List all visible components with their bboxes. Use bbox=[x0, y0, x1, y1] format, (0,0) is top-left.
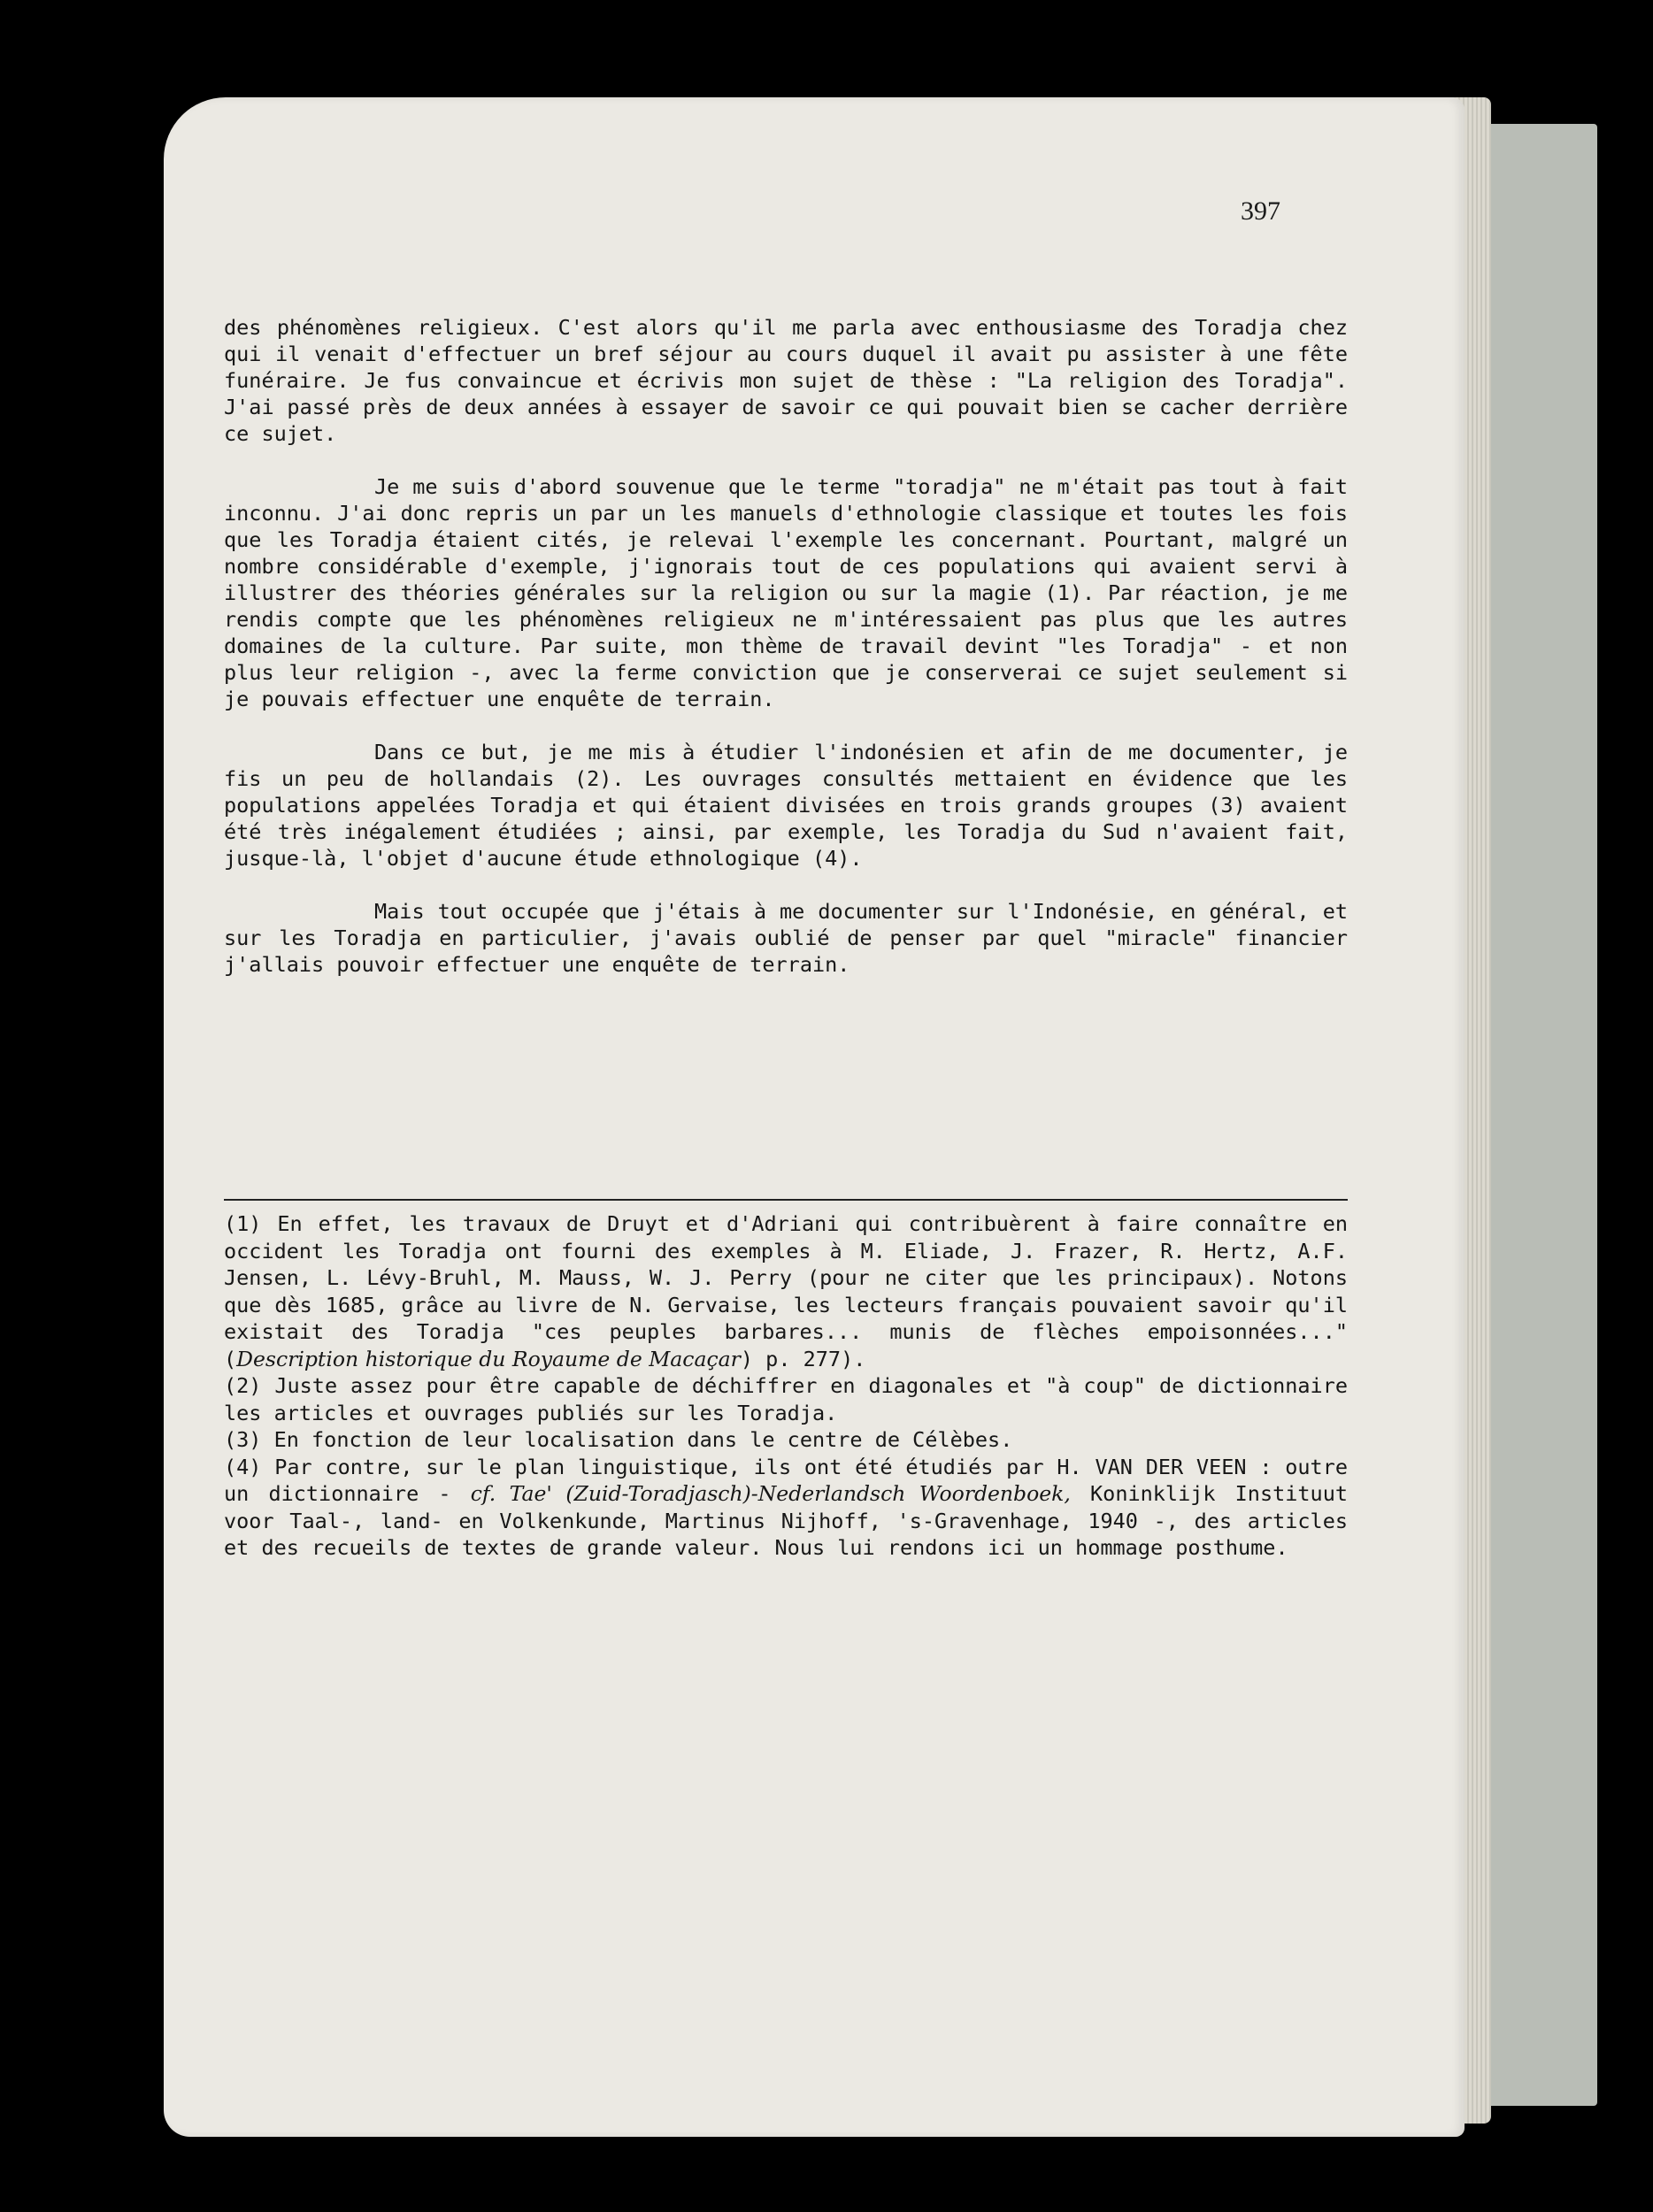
footnotes bbox=[224, 1210, 1348, 1562]
page-number: 397 bbox=[1241, 196, 1280, 226]
footnote-title: cf. Tae' (Zuid-Toradjasch)-Nederlandsch Woordenboek, bbox=[470, 1481, 1071, 1506]
footnote-1 bbox=[224, 1210, 1348, 1372]
footnote-text: Koninklijk Instituut voor Taal-, land- en Volkenkunde, Martinus Nijhoff, 's-Gravenhage, 1940 -, des articles et des recueils de textes de grande valeur. Nous lui rendons ici un hommage posthume. bbox=[224, 1481, 1348, 1560]
footnote-text: (1) En effet, les travaux de Druyt et d'Adriani qui contribuèrent à faire connaître en occident les Toradja ont fourni des exemples à M. Eliade, J. Frazer, R. Hertz, A.F. Jensen, L. Lévy-Bruhl, M. Mauss, W. J. Perry (pour ne citer que les principaux). Notons que dès 1685, grâce au livre de N. Gervaise, les lecteurs français pouvaient savoir qu'il existait des Toradja "ces peuples barbares... munis de flèches empoisonnées..." ( bbox=[224, 1211, 1348, 1371]
paragraph: Mais tout occupée que j'étais à me documenter sur l'Indonésie, en général, et sur les Toradja en particulier, j'avais oublié de penser par quel "miracle" financier j'allais pouvoir effectuer une enquête de terrain. bbox=[224, 899, 1348, 977]
footnote-3: (3) En fonction de leur localisation dans le centre de Célèbes. bbox=[224, 1427, 1013, 1452]
footnote-2: (2) Juste assez pour être capable de déchiffrer en diagonales et "à coup" de dictionnaire les articles et ouvrages publiés sur les Toradja. bbox=[224, 1373, 1348, 1425]
footnote-text: (4) Par contre, sur le plan linguistique, ils ont été étudiés par H. VAN DER VEEN : outre un dictionnaire - bbox=[224, 1454, 1348, 1506]
paragraph: des phénomènes religieux. C'est alors qu'il me parla avec enthousiasme des Toradja chez qui il venait d'effectuer un bref séjour au cours duquel il avait pu assister à une fête funéraire. Je fus convaincue et écrivis mon sujet de thèse : "La religion des Toradja". J'ai passé près de deux années à essayer de savoir ce qui pouvait bien se cacher derrière ce sujet. bbox=[224, 315, 1348, 446]
body-text bbox=[224, 314, 1348, 1004]
footnote-title: Description historique du Royaume de Macaçar bbox=[236, 1346, 741, 1371]
footnote-4 bbox=[224, 1454, 1348, 1562]
paragraph: Je me suis d'abord souvenue que le terme "toradja" ne m'était pas tout à fait inconnu. J'ai donc repris un par un les manuels d'ethnologie classique et toutes les fois que les Toradja étaient cités, je relevai l'exemple les concernant. Pourtant, malgré un nombre considérable d'exemple, j'ignorais tout de ces populations qui avaient servi à illustrer des théories générales sur la religion ou sur la magie (1). Par réaction, je me rendis compte que les phénomènes religieux ne m'intéressaient pas plus que les autres domaines de la culture. Par suite, mon thème de travail devint "les Toradja" - et non plus leur religion -, avec la ferme conviction que je conserverai ce sujet seulement si je pouvais effectuer une enquête de terrain. bbox=[224, 474, 1348, 711]
paragraph: Dans ce but, je me mis à étudier l'indonésien et afin de me documenter, je fis un peu de hollandais (2). Les ouvrages consultés mettaient en évidence que les populations appelées Toradja et qui étaient divisées en trois grands groupes (3) avaient été très inégalement étudiées ; ainsi, par exemple, les Toradja du Sud n'avaient fait, jusque-là, l'objet d'aucune étude ethnologique (4). bbox=[224, 740, 1348, 871]
footnote-separator bbox=[224, 1199, 1348, 1201]
footnote-text: ) p. 277). bbox=[740, 1346, 866, 1371]
